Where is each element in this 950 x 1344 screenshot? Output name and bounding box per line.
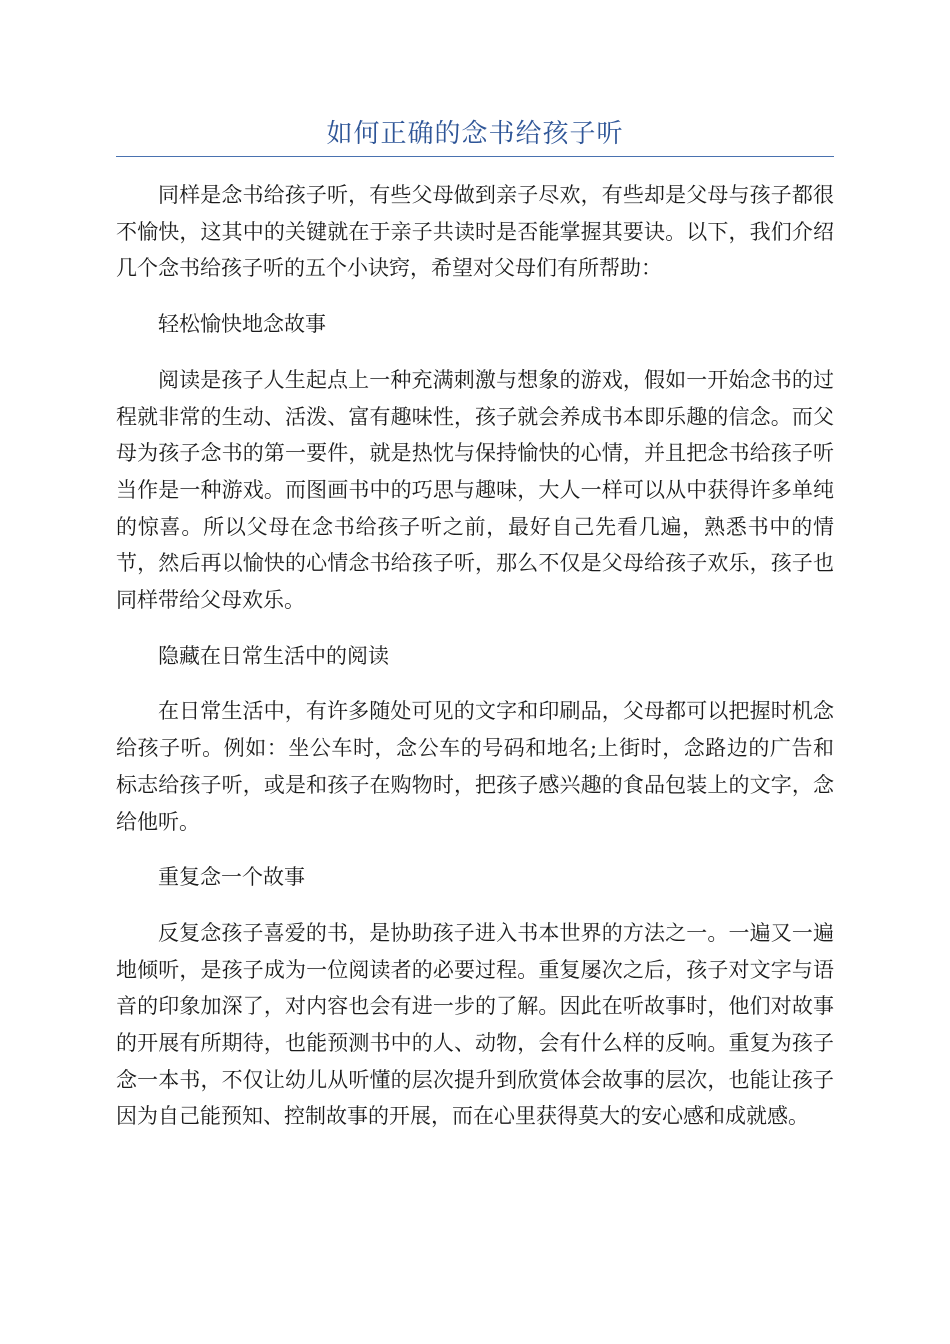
section-heading-1: 轻松愉快地念故事 — [158, 312, 326, 337]
document-page — [116, 114, 834, 1135]
section-body-3: 反复念孩子喜爱的书，是协助孩子进入书本世界的方法之一。一遍又一遍地倾听，是孩子成为一位阅读者的必要过程。重复屡次之后，孩子对文字与语音的印象加深了，对内容也会有进一步的了解。因此在听故事时，他们对故事的开展有所期待，也能预测书中的人、动物，会有什么样的反响。重复为孩子念一本书，不仅让幼儿从听懂的层次提升到欣赏体会故事的层次，也能让孩子因为自己能预知、控制故事的开展，而在心里获得莫大的安心感和成就感。 — [116, 920, 834, 1129]
section-heading-2: 隐藏在日常生活中的阅读 — [158, 643, 389, 668]
section-body-2: 在日常生活中，有许多随处可见的文字和印刷品，父母都可以把握时机念给孩子听。例如：坐公车时，念公车的号码和地名;上街时，念路边的广告和标志给孩子听，或是和孩子在购物时，把孩子感兴趣的食品包装上的文字，念给他听。 — [116, 699, 834, 834]
document-title: 如何正确的念书给孩子听 — [326, 119, 624, 149]
title-underline — [116, 156, 834, 157]
section-body-1: 阅读是孩子人生起点上一种充满刺激与想象的游戏，假如一开始念书的过程就非常的生动、活泼、富有趣味性，孩子就会养成书本即乐趣的信念。而父母为孩子念书的第一要件，就是热忱与保持愉快的心情，并且把念书给孩子听当作是一种游戏。而图画书中的巧思与趣味，大人一样可以从中获得许多单纯的惊喜。所以父母在念书给孩子听之前，最好自己先看几遍，熟悉书中的情节，然后再以愉快的心情念书给孩子听，那么不仅是父母给孩子欢乐，孩子也同样带给父母欢乐。 — [116, 367, 834, 613]
section-heading-3: 重复念一个故事 — [158, 865, 305, 890]
intro-paragraph: 同样是念书给孩子听，有些父母做到亲子尽欢，有些却是父母与孩子都很不愉快，这其中的关键就在于亲子共读时是否能掌握其要诀。以下，我们介绍几个念书给孩子听的五个小诀窍，希望对父母们有所帮助： — [116, 183, 834, 281]
